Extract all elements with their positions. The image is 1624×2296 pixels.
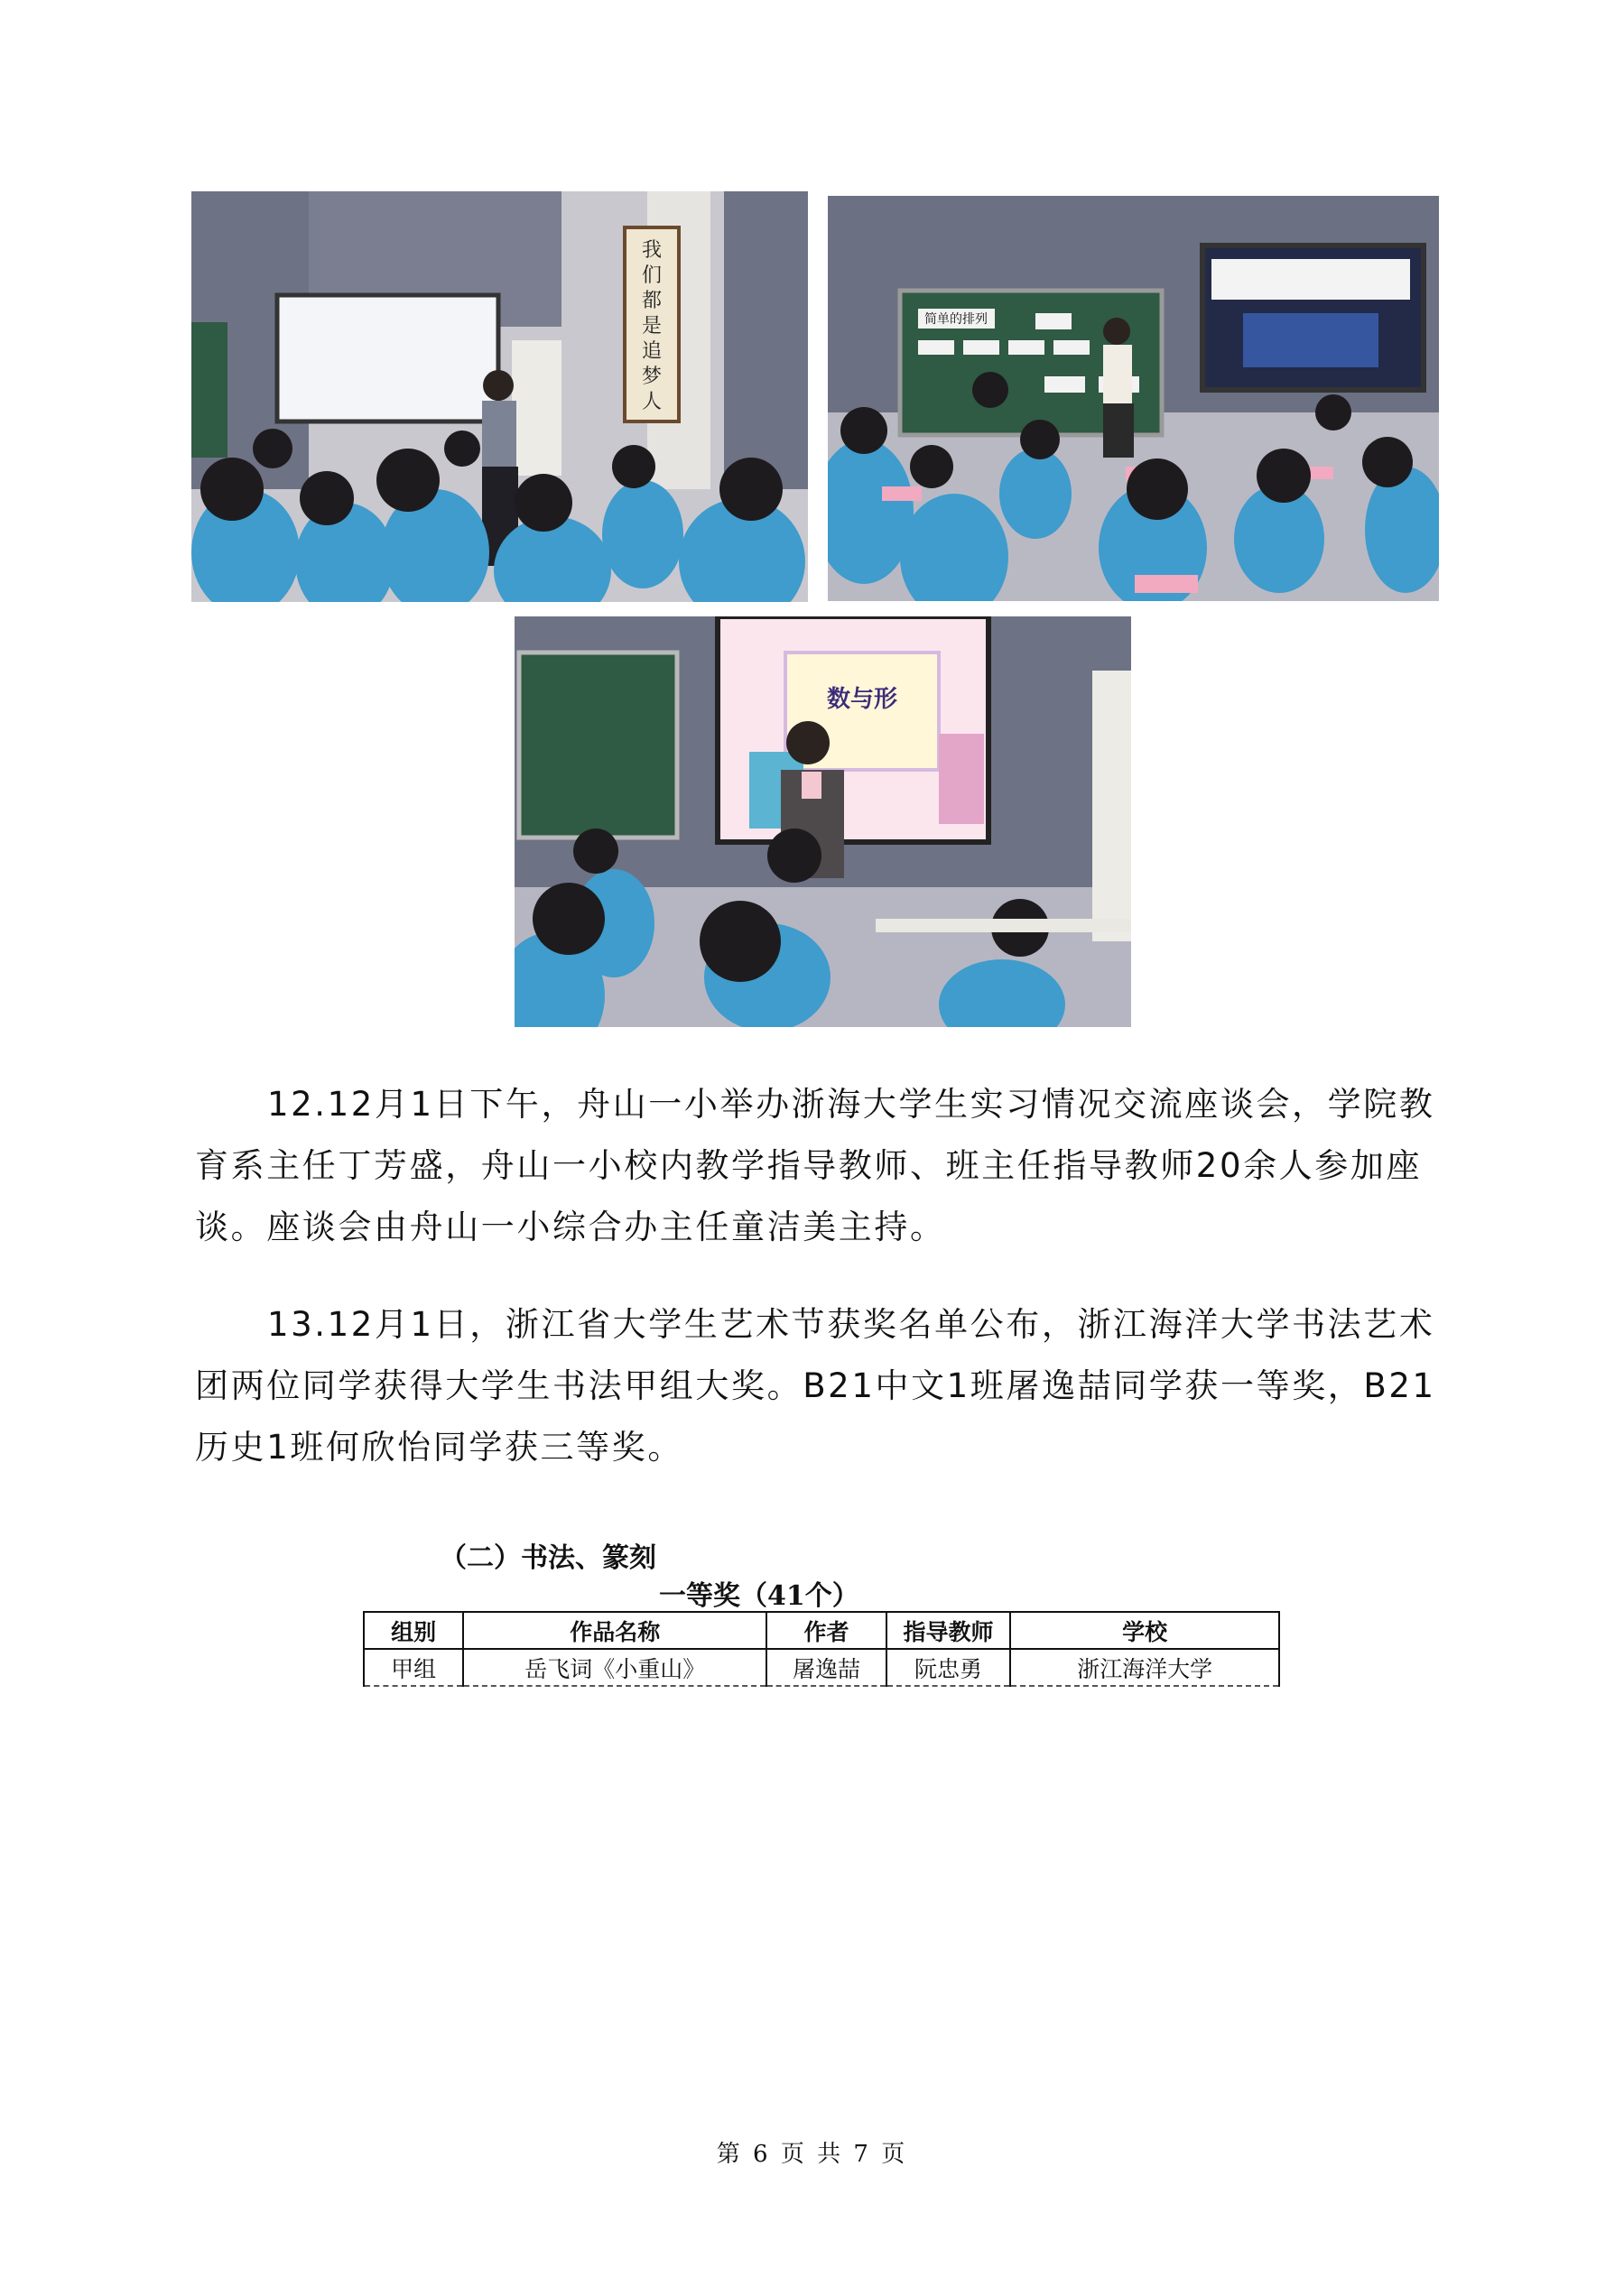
table-cell: 浙江海洋大学 (1010, 1649, 1279, 1686)
news-item-12: 12.12月1日下午，舟山一小举办浙海大学生实习情况交流座谈会，学院教育系主任丁芳盛，舟山一小校内教学指导教师、班主任指导教师20余人参加座谈。座谈会由舟山一小综合办主任童洁美主持。 (195, 1085, 1435, 1246)
table-cell: 屠逸喆 (766, 1649, 886, 1686)
table-header: 学校 (1010, 1612, 1279, 1649)
classroom-photo-2 (828, 196, 1439, 601)
award-table (363, 1611, 1280, 1687)
classroom-photo-3 (515, 616, 1131, 1027)
news-item-13: 13.12月1日，浙江省大学生艺术节获奖名单公布，浙江海洋大学书法艺术团两位同学获得大学生书法甲组大奖。B21中文1班屠逸喆同学获一等奖，B21历史1班何欣怡同学获三等奖。 (195, 1305, 1436, 1467)
table-cell: 阮忠勇 (886, 1649, 1011, 1686)
table-row (364, 1649, 1279, 1686)
table-header-row (364, 1612, 1279, 1649)
table-cell: 岳飞词《小重山》 (463, 1649, 766, 1686)
board-char: 们 (641, 264, 663, 287)
board-char: 人 (641, 391, 663, 413)
board-char: 追 (641, 340, 663, 363)
classroom-photo-1 (191, 191, 808, 602)
board-char: 是 (641, 315, 663, 338)
award-section-title: （二）书法、篆刻 (440, 1542, 656, 1574)
table-header: 指导教师 (886, 1612, 1011, 1649)
table-header: 作品名称 (463, 1612, 766, 1649)
board-char: 都 (641, 290, 663, 312)
page-footer: 第 6 页 共 7 页 (716, 2141, 908, 2168)
screen-title: 数与形 (826, 686, 898, 713)
board-title: 简单的排列 (924, 312, 988, 327)
board-char: 梦 (641, 366, 663, 388)
table-header: 作者 (766, 1612, 886, 1649)
award-level-title: 一等奖（41个） (659, 1580, 859, 1612)
table-cell: 甲组 (364, 1649, 463, 1686)
board-char: 我 (641, 239, 663, 262)
table-header: 组别 (364, 1612, 463, 1649)
